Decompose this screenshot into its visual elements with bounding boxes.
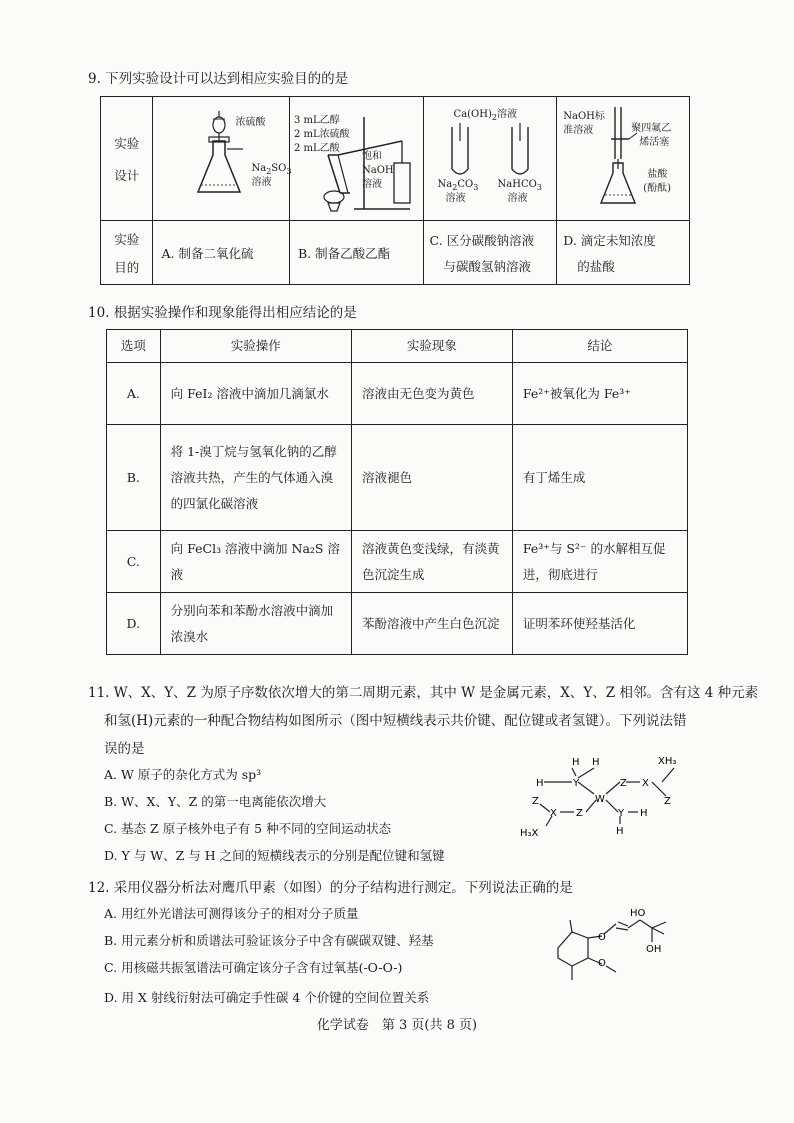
- mol-o-1: O: [598, 932, 606, 943]
- mol-oh: OH: [646, 944, 662, 955]
- na2co3-label: $Na_2CO_3$: [437, 179, 479, 192]
- q11-option-c: C. 基态 Z 原子核外电子有 5 种不同的空间运动状态: [104, 821, 392, 836]
- q12-stem: 12. 采用仪器分析法对鹰爪甲素（如图）的分子结构进行测定。下列说法正确的是: [88, 880, 573, 896]
- q11-option-a: A. W 原子的杂化方式为 sp³: [104, 767, 262, 782]
- distillation-apparatus-b-icon: [290, 97, 424, 221]
- mol-z-3: Z: [664, 796, 671, 807]
- test-tubes-c-icon: [424, 97, 558, 221]
- q10-row-c: C. 向 FeCl₃ 溶液中滴加 Na₂S 溶液 溶液黄色变浅绿，有淡黄色沉淀生成 Fe³⁺与 S²⁻ 的水解相互促进，彻底进行: [107, 531, 688, 593]
- yingzhaosu-structure-diagram: [548, 900, 678, 990]
- mol-x-1: X: [642, 778, 649, 789]
- mol-o-2: O: [598, 958, 606, 969]
- mol-ho: HO: [630, 908, 646, 919]
- q12-option-c: C. 用核磁共振氢谱法可确定该分子含有过氧基(-O-O-): [104, 960, 403, 975]
- mol-x-2: X: [550, 808, 557, 819]
- q10-row-a: A. 向 FeI₂ 溶液中滴加几滴氯水 溶液由无色变为黄色 Fe²⁺被氧化为 Fe³⁺: [107, 363, 688, 425]
- q10-stem: 10. 根据实验操作和现象能得出相应结论的是: [88, 305, 357, 321]
- flask-apparatus-a-icon: [153, 97, 290, 221]
- q11-stem-line3: 误的是: [104, 741, 145, 757]
- nahco3-label: NaHCO$_3$: [497, 179, 542, 192]
- mol-h-1: H: [572, 757, 580, 768]
- q9-row2-label: 实验 目的: [101, 221, 153, 285]
- q10-table: [106, 329, 688, 655]
- q9-purpose-a: A. 制备二氧化硫: [153, 221, 290, 285]
- q9-table: [100, 96, 690, 285]
- mol-h-4: H: [640, 808, 648, 819]
- q11-option-d: D. Y 与 W、Z 与 H 之间的短横线表示的分别是配位键和氢键: [104, 848, 445, 863]
- q10-row-d: D. 分别向苯和苯酚水溶液中滴加浓溴水 苯酚溶液中产生白色沉淀 证明苯环使羟基活化: [107, 593, 688, 655]
- q12-option-d: D. 用 X 射线衍射法可确定手性碳 4 个价键的空间位置关系: [104, 990, 430, 1005]
- na2so3-label: $Na_2SO_3$: [251, 163, 292, 176]
- mol-h-3: H: [536, 778, 544, 789]
- q10-header-operation: 实验操作: [160, 330, 351, 363]
- q12-option-b: B. 用元素分析和质谱法可验证该分子中含有碳碳双键、羟基: [104, 933, 434, 948]
- q9-purpose-b: B. 制备乙酸乙酯: [290, 221, 424, 285]
- caoh2-label: $Ca(OH)_2$溶液: [453, 109, 517, 122]
- q9-row1-label: 实验 设计: [101, 97, 153, 221]
- q11-stem-line1: 11. W、X、Y、Z 为原子序数依次增大的第二周期元素，其中 W 是金属元素，X、Y、Z 相邻。含有这 4 种元素: [88, 685, 759, 701]
- q10-header-option: 选项: [107, 330, 161, 363]
- q9-apparatus-a: 浓硫酸 $Na_2SO_3$ 溶液: [153, 97, 290, 221]
- complex-structure-diagram: [516, 752, 706, 842]
- mol-h-2: H: [592, 757, 600, 768]
- mol-xh3: XH₃: [658, 756, 677, 767]
- q10-header-phenomenon: 实验现象: [351, 330, 512, 363]
- mol-y-1: Y: [573, 778, 580, 789]
- q11-stem-line2: 和氢(H)元素的一种配合物结构如图所示（图中短横线表示共价键、配位键或者氢键）。下列说法错: [104, 713, 687, 729]
- q9-purpose-d: D. 滴定未知浓度 的盐酸: [557, 221, 690, 285]
- mol-h-5: H: [616, 826, 624, 837]
- q12-option-a: A. 用红外光谱法可测得该分子的相对分子质量: [104, 906, 359, 921]
- mol-h3x: H₃X: [520, 828, 539, 839]
- mol-z-1: Z: [620, 778, 627, 789]
- q9-purpose-c: C. 区分碳酸钠溶液 与碳酸氢钠溶液: [423, 221, 557, 285]
- mol-w: W: [595, 794, 605, 805]
- q11-option-b: B. W、X、Y、Z 的第一电离能依次增大: [104, 794, 327, 809]
- mol-y-2: Y: [618, 808, 625, 819]
- q9-stem: 9. 下列实验设计可以达到相应实验目的的是: [88, 71, 349, 87]
- page-footer: 化学试卷 第 3 页(共 8 页): [316, 1018, 478, 1033]
- q10-row-b: B. 将 1-溴丁烷与氢氧化钠的乙醇溶液共热，产生的气体通入溴的四氯化碳溶液 溶液褪色 有丁烯生成: [107, 425, 688, 531]
- titration-apparatus-d-icon: [557, 97, 690, 221]
- q9-apparatus-b: 3 mL乙醇 2 mL浓硫酸 2 mL乙酸 饱和 NaOH 溶液: [290, 97, 424, 221]
- q9-apparatus-c: $Ca(OH)_2$溶液 $Na_2CO_3$ 溶液 NaHCO$_3$ 溶液: [423, 97, 557, 221]
- mol-z-4: Z: [576, 808, 583, 819]
- q9-apparatus-d: NaOH标 准溶液 聚四氟乙 烯活塞 盐酸 (酚酞): [557, 97, 690, 221]
- q10-header-conclusion: 结论: [512, 330, 687, 363]
- mol-z-2: Z: [532, 796, 539, 807]
